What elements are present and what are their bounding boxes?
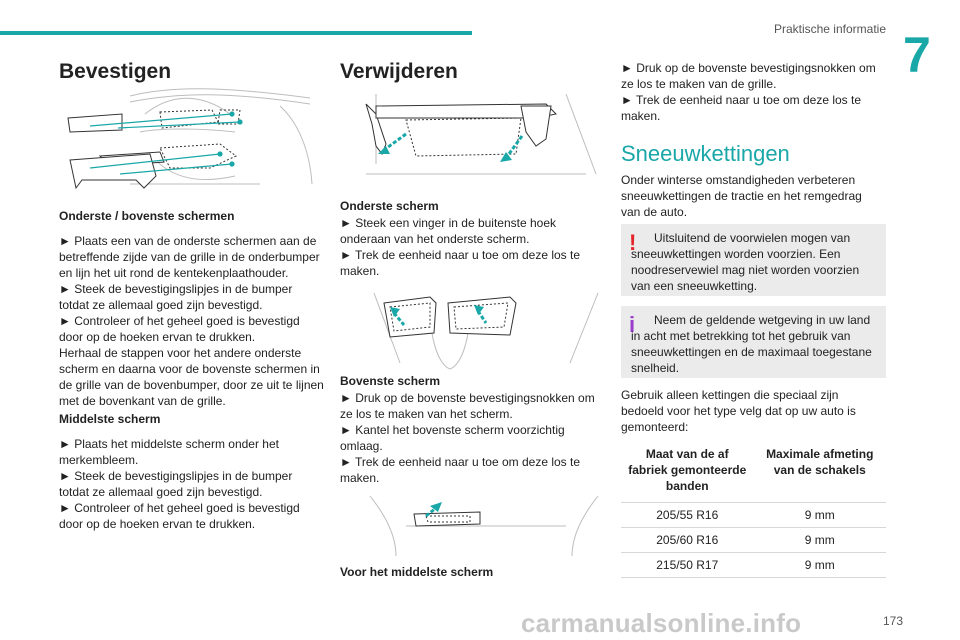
verwijderen-title: Verwijderen [340, 60, 458, 83]
lower-upper-screens-text: ► Plaats een van de onderste schermen aan de betreffende zijde van de grille in de onderbumper en lijn het uit rond de kentekenplaathouder. ► Steek de bevestigingslipjes in de bumper totdat ze allemaal goed zijn bevestigd. ► Controleer of het geheel goed is bevestigd door op de hoeken ervan te drukken. Herhaal de stappen voor het andere onderste scherm en daarna voor de bovenste schermen in de grille van de bovenbumper, door ze uit te lijnen met de bovenkant van de grille. [59, 234, 324, 408]
table-header-link-size: Maximale afmeting van de schakels [766, 447, 874, 477]
table-cell-tyre: 205/55 R16 [621, 503, 754, 528]
snow-chains-table [621, 440, 886, 578]
table-cell-link: 9 mm [754, 528, 887, 553]
warning-text: Uitsluitend de voorwielen mogen van sneeuwkettingen worden voorzien. Een noodreservewiel mag niet worden voorzien van een sneeuwketting. [631, 231, 860, 293]
warning-box [621, 224, 886, 296]
table-cell-link: 9 mm [754, 553, 887, 578]
remove-middle-illustration [366, 486, 602, 558]
table-header-tyre-size: Maat van de af fabriek gemonteerde banden [628, 447, 747, 493]
middle-screen-text: ► Plaats het middelste scherm onder het merkembleem. ► Steek de bevestigingslipjes in de bumper totdat ze allemaal goed zijn bevestigd. ► Controleer of het geheel goed is bevestigd door op de hoeken ervan te drukken. [59, 437, 300, 531]
table-row [621, 503, 886, 528]
page-number: 173 [882, 614, 903, 628]
lower-upper-screens-heading: Onderste / bovenste schermen [59, 209, 235, 223]
snow-chains-title: Sneeuwkettingen [621, 141, 790, 166]
table-row [621, 553, 886, 578]
chapter-number: 7 [903, 27, 931, 83]
bevestigen-title: Bevestigen [59, 60, 172, 83]
warning-icon: ! [629, 230, 637, 255]
table-cell-link: 9 mm [754, 503, 887, 528]
section-header: Praktische informatie [773, 22, 886, 36]
middle-screen-removal-heading: Voor het middelste scherm [340, 565, 494, 579]
snow-chains-intro: Onder winterse omstandigheden verbeteren sneeuwkettingen de tractie en het remgedrag van de auto. [621, 173, 862, 219]
info-icon: i [629, 312, 636, 337]
upper-grille-text: ► Druk op de bovenste bevestigingsnokken om ze los te maken van de grille. ► Trek de eenheid naar u toe om deze los te maken. [621, 61, 876, 123]
lower-screen-heading: Onderste scherm [340, 199, 439, 213]
upper-screen-text: ► Druk op de bovenste bevestigingsnokken om ze los te maken van het scherm. ► Kantel het bovenste scherm voorzichtig omlaag. ► Trek de eenheid naar u toe om deze los te maken. [340, 391, 595, 485]
lower-screen-text: ► Steek een vinger in de buitenste hoek onderaan van het onderste scherm. ► Trek de eenheid naar u toe om deze los te maken. [340, 216, 581, 278]
watermark: carmanualsonline.info [521, 608, 802, 638]
info-box [621, 306, 886, 378]
table-row [621, 528, 886, 553]
remove-lower-illustration [346, 84, 602, 180]
table-cell-tyre: 215/50 R17 [621, 553, 754, 578]
chains-usage-text: Gebruik alleen kettingen die speciaal zijn bedoeld voor het type velg dat op uw auto is gemonteerd: [621, 388, 856, 434]
info-text: Neem de geldende wetgeving in uw land in acht met betrekking tot het gebruik van sneeuwkettingen en de maximaal toegestane snelheid. [631, 313, 872, 375]
remove-upper-illustration [370, 283, 602, 373]
header-accent-bar [0, 31, 472, 35]
upper-screen-heading: Bovenste scherm [340, 374, 441, 388]
middle-screen-heading: Middelste scherm [59, 412, 161, 426]
install-illustration [60, 84, 322, 194]
table-cell-tyre: 205/60 R16 [621, 528, 754, 553]
